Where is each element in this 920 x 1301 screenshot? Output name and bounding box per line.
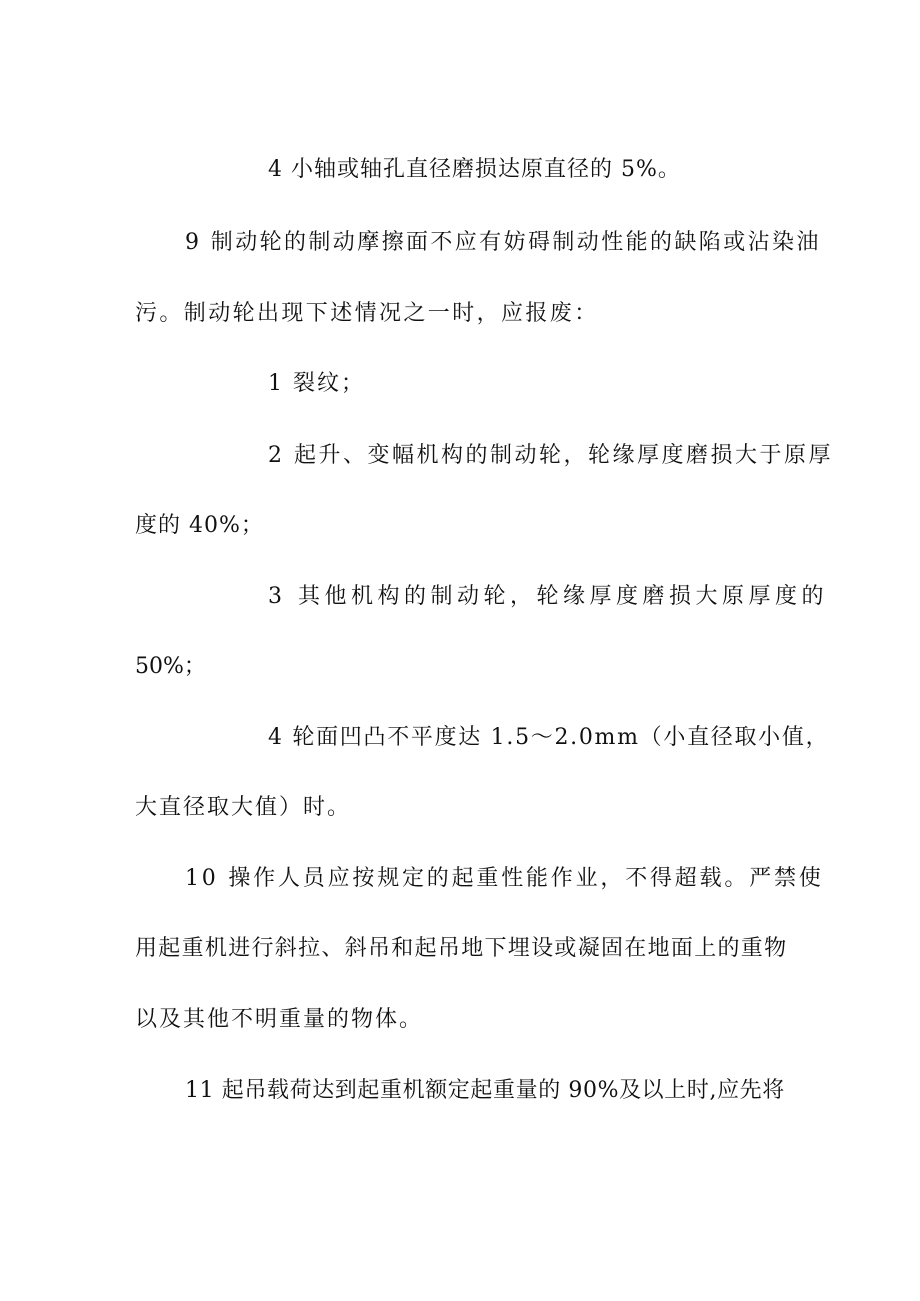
text-line: 10 操作人员应按规定的起重性能作业，不得超载。严禁使 xyxy=(185,866,824,891)
text-line: 以及其他不明重量的物体。 xyxy=(135,1007,424,1032)
text-line: 2 起升、变幅机构的制动轮，轮缘厚度磨损大于原厚 xyxy=(268,443,833,468)
text-line: 污。制动轮出现下述情况之一时，应报废： xyxy=(135,301,599,326)
text-line: 度的 40%； xyxy=(135,513,264,538)
text-line: 4 小轴或轴孔直径磨损达原直径的 5%。 xyxy=(268,157,681,182)
text-line: 4 轮面凹凸不平度达 1.5～2.0mm（小直径取小值， xyxy=(268,725,830,750)
text-line: 11 起吊载荷达到起重机额定起重量的 90%及以上时,应先将 xyxy=(185,1078,785,1103)
text-line: 50%； xyxy=(135,654,206,679)
text-line: 3 其他机构的制动轮，轮缘厚度磨损大原厚度的 xyxy=(268,584,828,609)
text-line: 1 裂纹； xyxy=(268,371,365,396)
text-line: 大直径取大值）时。 xyxy=(135,795,352,820)
text-line: 9 制动轮的制动摩擦面不应有妨碍制动性能的缺陷或沾染油 xyxy=(185,230,821,255)
text-line: 用起重机进行斜拉、斜吊和起吊地下埋设或凝固在地面上的重物 xyxy=(135,936,788,961)
